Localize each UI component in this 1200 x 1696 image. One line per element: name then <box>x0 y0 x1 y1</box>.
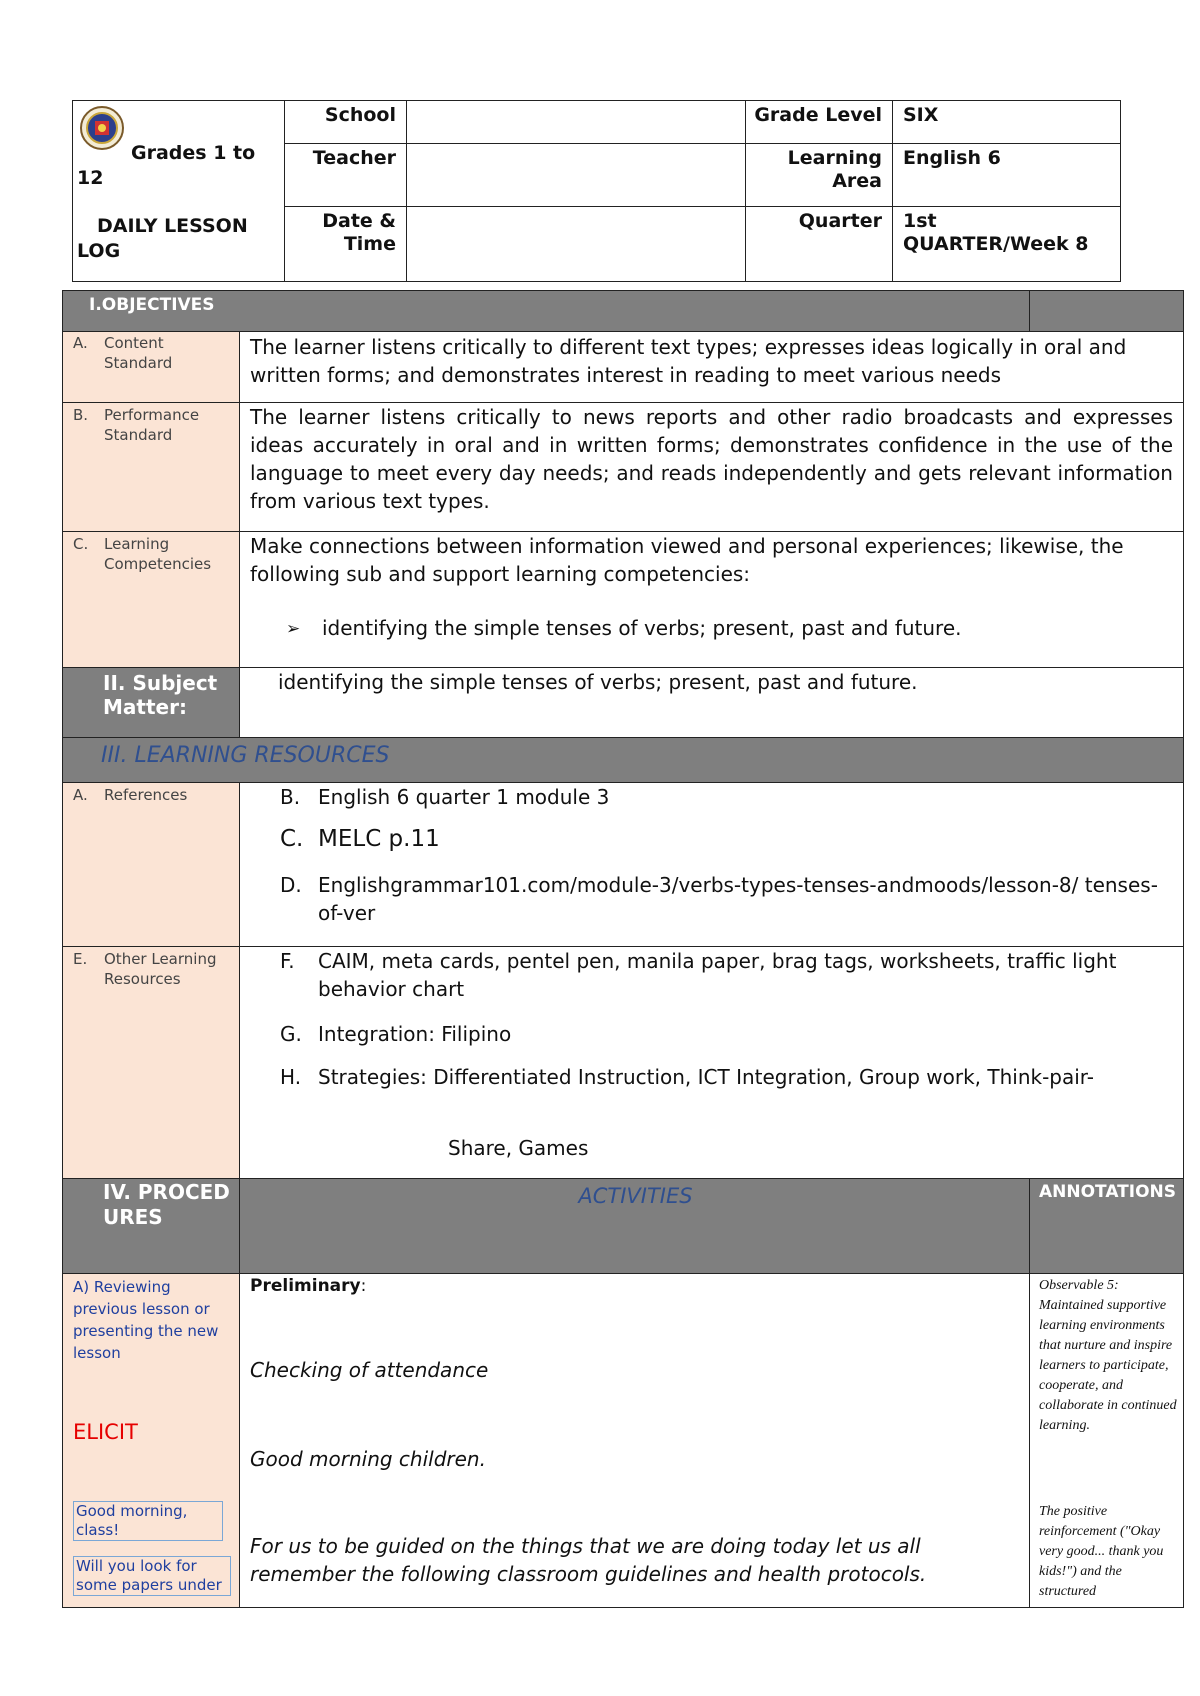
greeting-box: Good morning, class! <box>73 1501 223 1541</box>
school-value-cell <box>406 100 746 144</box>
teacher-label-cell <box>284 143 407 207</box>
subject-matter-text: identifying the simple tenses of verbs; present, past and future. <box>278 670 918 694</box>
references-label-cell <box>62 782 240 947</box>
item-g-text: Integration: Filipino <box>318 1022 512 1046</box>
item-f-letter: F. <box>280 949 295 973</box>
other-resources-letter: E. <box>73 950 88 968</box>
objectives-title: I.OBJECTIVES <box>89 295 215 315</box>
good-morning-text: Good morning children. <box>250 1447 486 1471</box>
ref-d-text: Englishgrammar101.com/module-3/verbs-types-tenses-andmoods/lesson-8/ tenses-of-ver <box>318 873 1158 925</box>
subject-matter-label-cell <box>62 667 240 738</box>
performance-standard-title: Performance Standard <box>104 406 200 444</box>
references-letter: A. <box>73 786 88 804</box>
procedures-title: IV. PROCEDURES <box>103 1180 230 1229</box>
header-logo-cell <box>72 100 285 282</box>
guided-text: For us to be guided on the things that we are doing today let us all remember the following classroom guidelines and health protocols. <box>250 1534 927 1586</box>
item-h-letter: H. <box>280 1065 302 1089</box>
grade-level-label-cell <box>745 100 893 144</box>
other-resources-text-cell <box>239 946 1184 1179</box>
grade-level-value: SIX <box>903 104 939 126</box>
content-standard-text-cell <box>239 331 1184 403</box>
performance-standard-text: The learner listens critically to news reports and other radio broadcasts and expresses ideas accurately in oral and in written forms; demonstrates confidence in the use of the language to meet every day needs; and reads independently and gets relevant information from various text types. <box>250 405 1173 513</box>
grade-level-label: Grade Level <box>754 104 882 126</box>
content-standard-text: The learner listens critically to different text types; expresses ideas logically in oral and written forms; and demonstrates interest in reading to meet various needs <box>250 335 1127 387</box>
resources-header <box>62 737 1184 783</box>
item-f-text: CAIM, meta cards, pentel pen, manila paper, brag tags, worksheets, traffic light behavior chart <box>318 949 1117 1001</box>
learning-competencies-title: Learning Competencies <box>104 535 212 573</box>
quarter-label: Quarter <box>798 210 882 232</box>
learning-area-value: English 6 <box>903 147 1001 169</box>
learning-area-label-cell <box>745 143 893 207</box>
date-value-cell <box>406 206 746 282</box>
preliminary-label: Preliminary <box>250 1276 361 1296</box>
date-label-cell <box>284 206 407 282</box>
item-h-continued: Share, Games <box>448 1136 589 1160</box>
content-standard-letter: A. <box>73 334 88 352</box>
item-g-letter: G. <box>280 1022 302 1046</box>
ref-d-letter: D. <box>280 873 302 897</box>
objectives-header <box>62 290 1030 332</box>
quarter-label-cell <box>745 206 893 282</box>
step-a-annotations-cell <box>1029 1273 1184 1608</box>
content-standard-label-cell <box>62 331 240 403</box>
other-resources-label-cell <box>62 946 240 1179</box>
learning-competencies-label-cell <box>62 531 240 668</box>
annotation-observable: Observable 5: Maintained supportive learning environments that nurture and inspire learners to participate, cooperate, and collaborate in continued learning. <box>1039 1278 1177 1433</box>
step-a-activities-cell: Preliminary: Checking of attendance Good morning children. For us to be guided on the things that we are doing today let us all remember the following classroom guidelines and health protocols. <box>239 1273 1030 1608</box>
grade-level-value-cell <box>892 100 1121 144</box>
elicit-label: ELICIT <box>73 1420 138 1444</box>
learning-competencies-text-cell <box>239 531 1184 668</box>
quarter-value: 1st QUARTER/Week 8 <box>903 210 1089 255</box>
activities-title: ACTIVITIES <box>578 1184 693 1208</box>
learning-competencies-bullet: identifying the simple tenses of verbs; present, past and future. <box>322 616 962 640</box>
performance-standard-letter: B. <box>73 406 89 424</box>
grades-text: Grades 1 to 12 <box>77 142 256 189</box>
objectives-header-right <box>1029 290 1184 332</box>
annotations-title: ANNOTATIONS <box>1038 1182 1177 1202</box>
procedures-label-cell <box>62 1178 240 1274</box>
log-title: DAILY LESSON LOG <box>77 215 248 262</box>
annotation-reinforcement: The positive reinforcement ("Okay very good... thank you kids!") and the structured <box>1039 1504 1164 1599</box>
ref-b-letter: B. <box>280 785 301 809</box>
learning-area-value-cell <box>892 143 1121 207</box>
annotations-header-cell <box>1029 1178 1184 1274</box>
subject-matter-title: II. Subject Matter: <box>103 671 218 719</box>
resources-title: III. LEARNING RESOURCES <box>101 743 390 768</box>
learning-area-label: Learning Area <box>787 147 882 192</box>
school-label-cell <box>284 100 407 144</box>
performance-standard-label-cell <box>62 402 240 532</box>
quarter-value-cell <box>892 206 1121 282</box>
performance-standard-text-cell <box>239 402 1184 532</box>
school-label: School <box>324 104 396 126</box>
date-label: Date & Time <box>322 210 396 255</box>
step-a-text: A) Reviewing previous lesson or presenting the new lesson <box>73 1278 219 1362</box>
references-title: References <box>104 786 188 804</box>
activities-header-cell <box>239 1178 1030 1274</box>
learning-competencies-letter: C. <box>73 535 89 553</box>
ref-b-text: English 6 quarter 1 module 3 <box>318 785 610 809</box>
item-h-text: Strategies: Differentiated Instruction, ICT Integration, Group work, Think-pair- <box>318 1065 1094 1089</box>
arrow-bullet-icon: ➢ <box>286 619 301 639</box>
step-a-label-cell <box>62 1273 240 1608</box>
content-standard-title: Content Standard <box>104 334 173 372</box>
learning-competencies-text: Make connections between information viewed and personal experiences; likewise, the following sub and support learning competencies: <box>250 534 1124 586</box>
subject-matter-text-cell <box>239 667 1184 738</box>
ref-c-letter: C. <box>280 826 304 852</box>
look-papers-box: Will you look for some papers under <box>73 1556 231 1596</box>
other-resources-title: Other Learning Resources <box>104 950 217 988</box>
references-text-cell <box>239 782 1184 947</box>
attendance-text: Checking of attendance <box>250 1358 489 1382</box>
ref-c-text: MELC p.11 <box>318 826 440 852</box>
teacher-value-cell <box>406 143 746 207</box>
teacher-label: Teacher <box>312 147 396 169</box>
